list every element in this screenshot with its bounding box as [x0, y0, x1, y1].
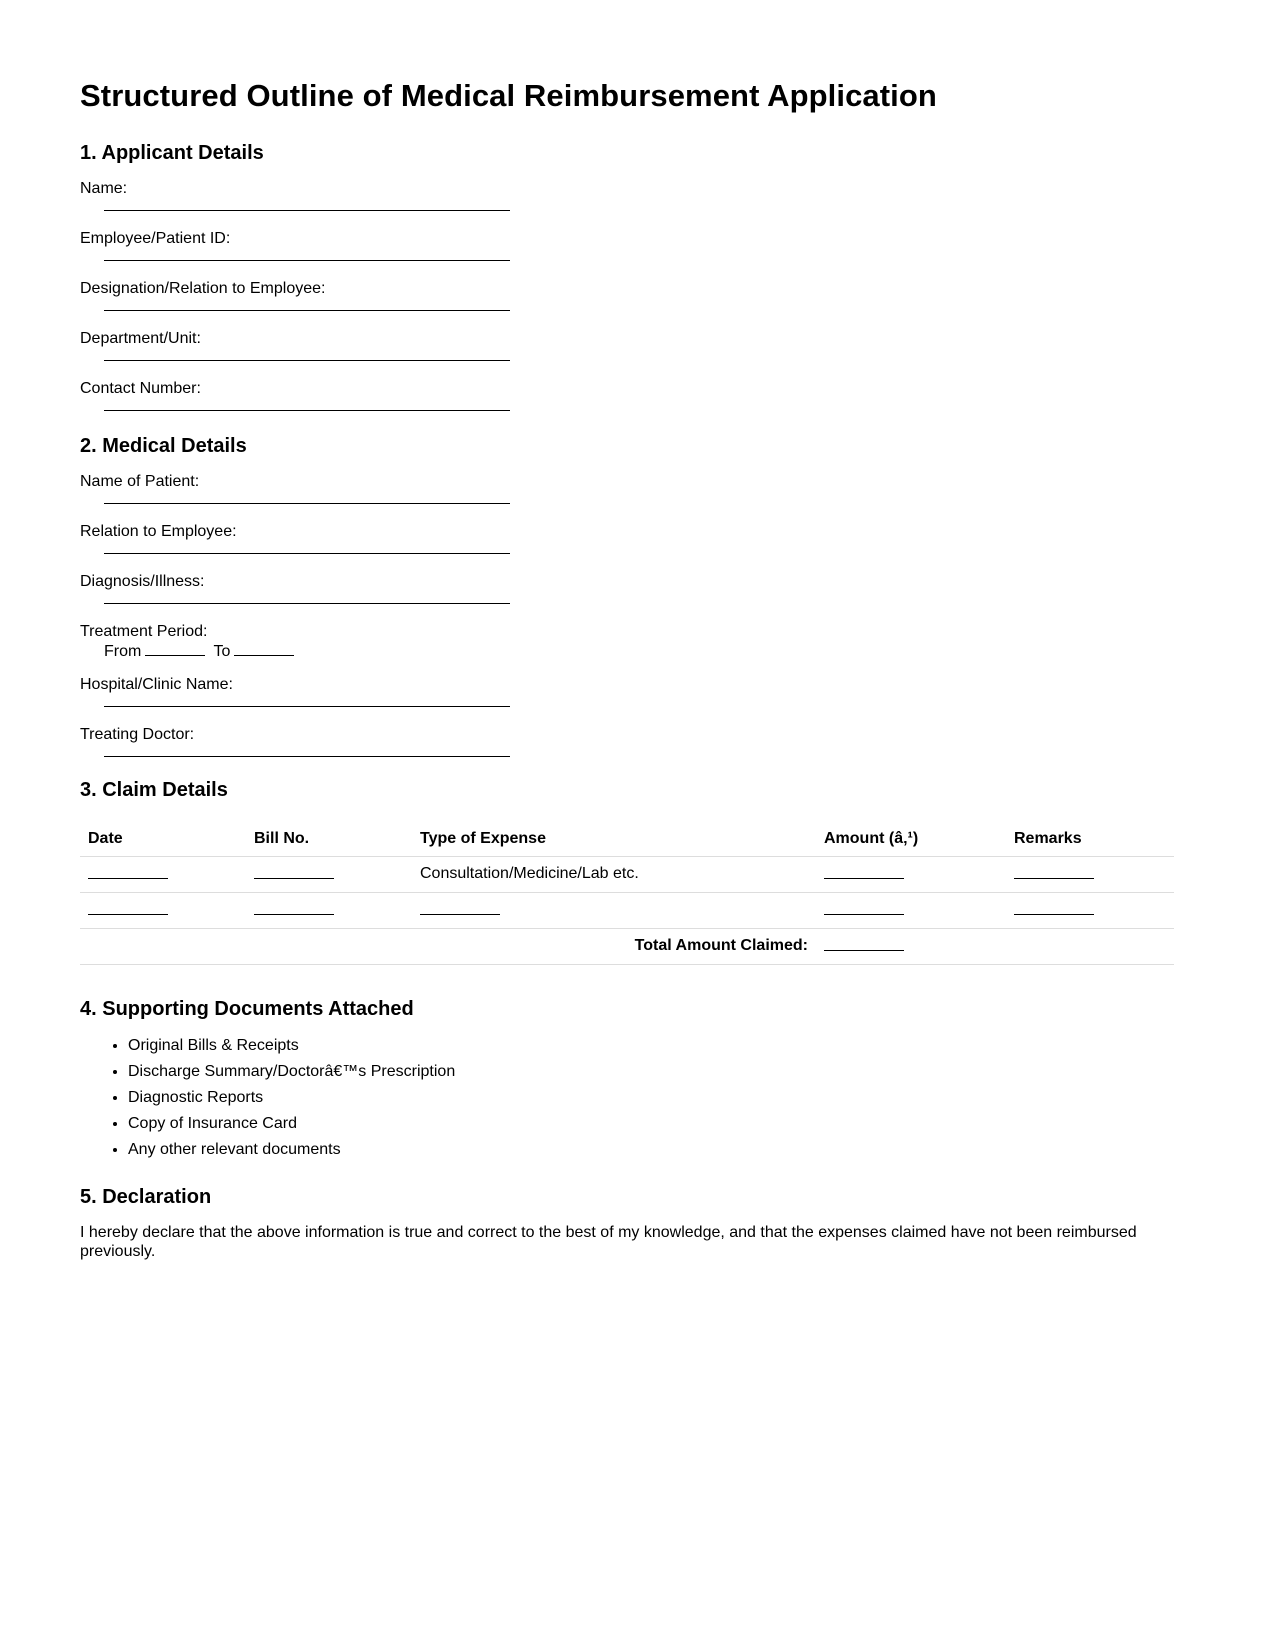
column-header-remarks: Remarks	[1006, 822, 1174, 857]
to-label: To	[213, 643, 231, 660]
field-contact-number	[80, 379, 1174, 411]
table-header-row	[80, 822, 1174, 857]
remarks-blank[interactable]	[1014, 900, 1094, 915]
documents-list	[80, 1033, 1174, 1163]
from-blank[interactable]	[145, 641, 205, 656]
list-item: • Diagnostic Reports	[128, 1085, 1174, 1111]
field-blank-line[interactable]	[104, 541, 510, 554]
section-claim-heading: 3. Claim Details	[80, 779, 228, 801]
field-label: Treating Doctor:	[80, 726, 195, 743]
field-label: Name of Patient:	[80, 473, 200, 490]
section-documents-heading: 4. Supporting Documents Attached	[80, 998, 414, 1020]
list-item: • Discharge Summary/Doctorâ€™s Prescription	[128, 1059, 1174, 1085]
list-item: • Any other relevant documents	[128, 1137, 1174, 1163]
field-label: Contact Number:	[80, 380, 201, 397]
bill-no-blank[interactable]	[254, 864, 334, 879]
field-label: Diagnosis/Illness:	[80, 573, 205, 590]
field-blank-line[interactable]	[104, 348, 510, 361]
field-patient-name	[80, 472, 1174, 504]
total-amount-label: Total Amount Claimed:	[80, 929, 816, 965]
field-blank-line[interactable]	[104, 198, 510, 211]
page-title: Structured Outline of Medical Reimbursement Application	[80, 78, 937, 113]
expense-type-text: Consultation/Medicine/Lab etc.	[412, 857, 816, 893]
field-blank-line[interactable]	[104, 298, 510, 311]
field-designation	[80, 279, 1174, 311]
column-header-date: Date	[80, 822, 246, 857]
field-label: Hospital/Clinic Name:	[80, 676, 233, 693]
field-doctor	[80, 725, 1174, 757]
treatment-period-row	[104, 641, 1174, 661]
date-blank[interactable]	[88, 900, 168, 915]
field-label: Department/Unit:	[80, 330, 201, 347]
from-label: From	[104, 643, 142, 660]
total-amount-blank[interactable]	[824, 936, 904, 951]
field-relation	[80, 522, 1174, 554]
amount-blank[interactable]	[824, 900, 904, 915]
field-blank-line[interactable]	[104, 694, 510, 707]
section-declaration-heading: 5. Declaration	[80, 1186, 212, 1208]
amount-blank[interactable]	[824, 864, 904, 879]
table-row	[80, 857, 1174, 893]
section-medical-heading: 2. Medical Details	[80, 435, 247, 457]
to-blank[interactable]	[234, 641, 294, 656]
field-hospital	[80, 675, 1174, 707]
field-blank-line[interactable]	[104, 398, 510, 411]
field-label: Name:	[80, 180, 128, 197]
declaration-text: I hereby declare that the above information is true and correct to the best of my knowledge, and that the expenses claimed have not been reimbursed previously.	[80, 1224, 1137, 1260]
section-applicant-heading: 1. Applicant Details	[80, 142, 264, 164]
field-blank-line[interactable]	[104, 491, 510, 504]
field-blank-line[interactable]	[104, 591, 510, 604]
field-department	[80, 329, 1174, 361]
column-header-type: Type of Expense	[412, 822, 816, 857]
expense-type-blank[interactable]	[420, 900, 500, 915]
field-label: Employee/Patient ID:	[80, 230, 231, 247]
total-row	[80, 929, 1174, 965]
document-page	[80, 78, 1174, 1260]
column-header-amount: Amount (â‚¹)	[816, 822, 1006, 857]
field-employee-id	[80, 229, 1174, 261]
list-item: • Copy of Insurance Card	[128, 1111, 1174, 1137]
remarks-blank[interactable]	[1014, 864, 1094, 879]
field-blank-line[interactable]	[104, 744, 510, 757]
field-diagnosis	[80, 572, 1174, 604]
date-blank[interactable]	[88, 864, 168, 879]
field-label: Designation/Relation to Employee:	[80, 280, 326, 297]
field-label: Relation to Employee:	[80, 523, 237, 540]
bill-no-blank[interactable]	[254, 900, 334, 915]
list-item: • Original Bills & Receipts	[128, 1033, 1174, 1059]
table-row	[80, 893, 1174, 929]
field-blank-line[interactable]	[104, 248, 510, 261]
column-header-bill-no: Bill No.	[246, 822, 412, 857]
field-name	[80, 179, 1174, 211]
claims-table	[80, 822, 1174, 965]
field-treatment-period	[80, 622, 1174, 661]
field-label: Treatment Period:	[80, 623, 208, 640]
